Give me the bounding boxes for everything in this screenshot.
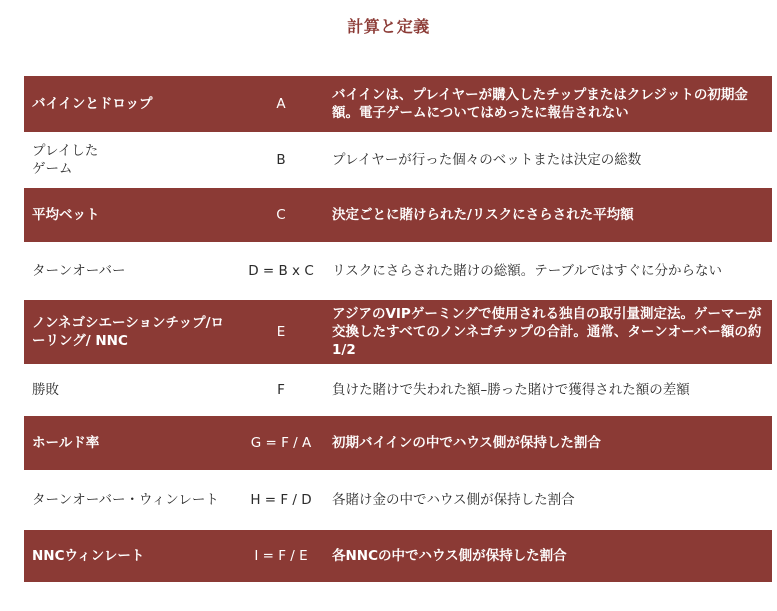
term-cell: NNCウィンレート [32, 548, 145, 564]
table-row [24, 300, 772, 364]
table-row [24, 530, 772, 582]
description-cell: 決定ごとに賭けられた/リスクにさらされた平均額 [332, 207, 634, 223]
formula-cell: C [276, 207, 286, 223]
table-row [24, 76, 772, 132]
term-cell: ターンオーバー・ウィンレート [32, 492, 219, 508]
description-cell: 初期バイインの中でハウス側が保持した割合 [332, 435, 601, 451]
description-cell: バイインは、プレイヤーが購入したチップまたはクレジットの初期金額。電子ゲームについてはめったに報告されない [332, 87, 748, 121]
description-cell: 負けた賭けで失われた額–勝った賭けで獲得された額の差額 [332, 382, 690, 398]
description-cell: アジアのVIPゲーミングで使用される独自の取引量測定法。ゲーマーが交換したすべてのノンネゴチップの合計。通常、ターンオーバー額の約1/2 [332, 306, 762, 358]
formula-cell: H = F / D [250, 492, 312, 508]
table-row [24, 242, 772, 300]
formula-cell: F [277, 382, 285, 398]
formula-cell: B [276, 152, 286, 168]
table-row [24, 364, 772, 416]
description-cell: 各賭け金の中でハウス側が保持した割合 [332, 492, 575, 508]
term-cell: バイインとドロップ [32, 96, 153, 112]
term-cell: 勝敗 [32, 382, 59, 398]
table-row [24, 416, 772, 470]
description-cell: 各NNCの中でハウス側が保持した割合 [332, 548, 567, 564]
term-cell: 平均ベット [32, 207, 100, 223]
table-row [24, 132, 772, 188]
formula-cell: I = F / E [254, 548, 308, 564]
description-cell: リスクにさらされた賭けの総額。テーブルではすぐに分からない [332, 263, 723, 279]
description-cell: プレイヤーが行った個々のベットまたは決定の総数 [332, 152, 642, 168]
formula-cell: A [276, 96, 286, 112]
term-cell: ノンネゴシエーションチップ/ローリング/ NNC [32, 315, 225, 349]
formula-cell: E [276, 324, 286, 340]
formula-cell: D = B x C [248, 263, 314, 279]
term-cell: ホールド率 [32, 435, 100, 451]
table-row [24, 470, 772, 530]
definitions-table [24, 76, 772, 582]
table-row [24, 188, 772, 242]
term-cell: ターンオーバー [32, 263, 126, 279]
term-cell: プレイした ゲーム [32, 143, 99, 177]
page-title: 計算と定義 [347, 17, 430, 36]
formula-cell: G = F / A [250, 435, 312, 451]
